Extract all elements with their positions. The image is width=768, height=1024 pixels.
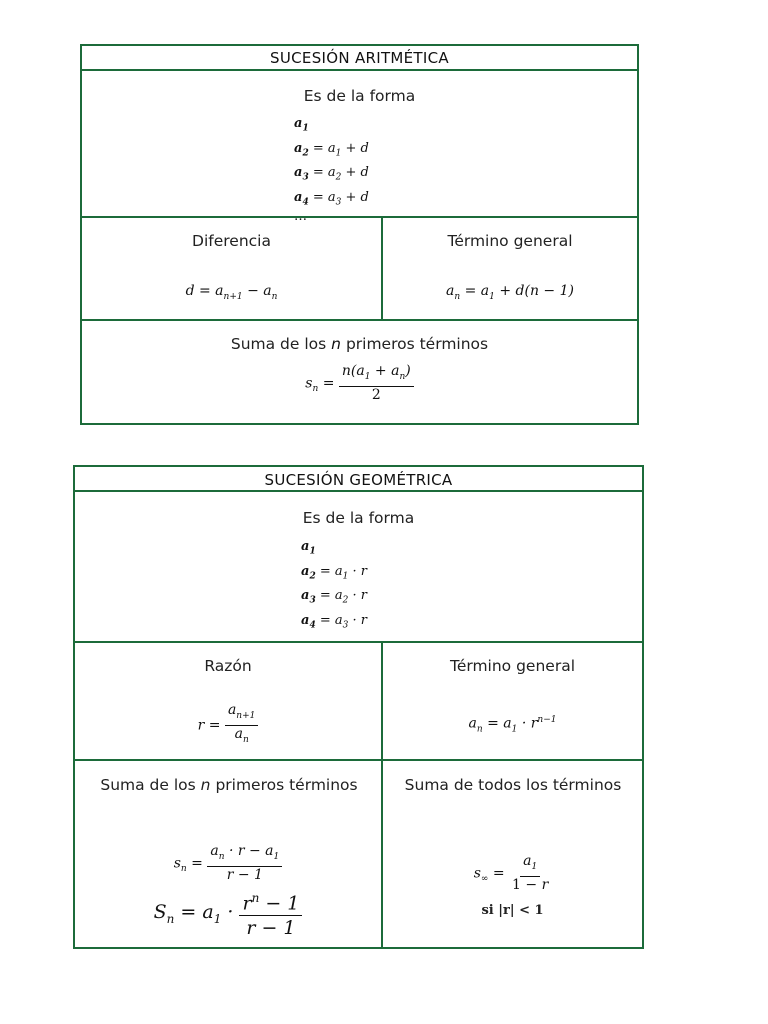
geometric-general-term-formula: $a_n = a_1 \cdot r^{n-1}$: [468, 715, 557, 735]
arithmetic-general-term-formula: $a_n = a_1 + d(n - 1)$: [446, 283, 574, 302]
arithmetic-difference-label: Diferencia: [192, 232, 271, 250]
geometric-ratio-label: Razón: [204, 657, 252, 675]
geometric-form-label: Es de la forma: [302, 509, 415, 527]
arithmetic-form-label: Es de la forma: [303, 87, 416, 105]
geometric-ratio-formula: r = $\frac{a_{n+1}}{a_n}$: [75, 703, 381, 748]
geometric-general-term-label: Término general: [449, 657, 576, 675]
geometric-sum-n-label: Suma de los n primeros términos: [100, 776, 358, 794]
arithmetic-title: SUCESIÓN ARITMÉTICA: [82, 46, 637, 71]
geometric-title: SUCESIÓN GEOMÉTRICA: [75, 467, 642, 492]
arithmetic-sum-formula: $s_n$ = $\frac{n(a_1 + a_n)}{2}$: [82, 364, 637, 403]
arithmetic-sequence: $a_1$ $a_2 = a_1 + d$ $a_3 = a_2 + d$ $a_4 = a_3 + d$ …: [294, 116, 369, 225]
geometric-sum-all-formula: $s_\infty$ = $\frac{a_1}{1 - r}$: [473, 853, 549, 893]
geometric-sum-n-formula-2: $S_n = a_1$ · $\frac{r^n - 1}{r - 1}$: [75, 887, 381, 939]
geometric-sum-all-label: Suma de todos los términos: [404, 776, 622, 794]
geometric-sequence: $a_1$ $a_2 = a_1 \cdot r$ $a_3 = a_2 \cdot r$ $a_4 = a_3 \cdot r$ …: [301, 539, 367, 648]
geometric-sum-n-formula-1: $s_n$ = $\frac{a_n \cdot r - a_1}{r - 1}$: [75, 844, 381, 883]
arithmetic-difference-formula: $d = a_{n+1} - a_n$: [185, 283, 278, 302]
geometric-convergence-condition: si |r| < 1: [481, 903, 544, 918]
arithmetic-table: [80, 44, 639, 425]
arithmetic-general-term-label: Término general: [447, 232, 573, 250]
arithmetic-sum-label: Suma de los n primeros términos: [230, 335, 489, 353]
geometric-table: [73, 465, 644, 949]
